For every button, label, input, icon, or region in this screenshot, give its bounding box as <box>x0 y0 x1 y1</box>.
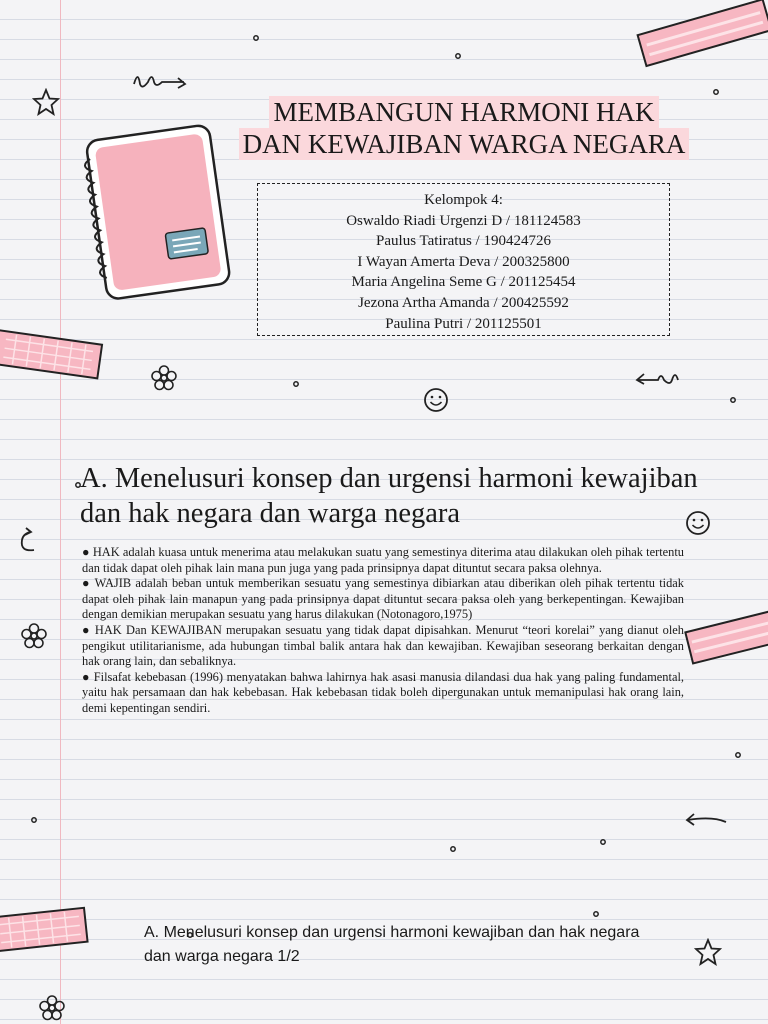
group-label: Kelompok 4: <box>424 192 503 208</box>
title-line-1: MEMBANGUN HARMONI HAK <box>269 96 658 128</box>
section-heading: A. Menelusuri konsep dan urgensi harmoni kewajiban dan hak negara dan warga negara <box>80 463 698 529</box>
page-caption: A. Menelusuri konsep dan urgensi harmoni kewajiban dan hak negara dan warga negara 1/2 <box>144 924 640 965</box>
member-item: Maria Angelina Seme G / 201125454 <box>351 274 576 291</box>
member-item: Paulus Tatiratus / 190424726 <box>376 233 551 250</box>
title-line-2: DAN KEWAJIBAN WARGA NEGARA <box>239 128 690 160</box>
paragraph-hak-dan-kewajiban: ● HAK Dan KEWAJIBAN merupakan sesuatu yang tidak dapat dipisahkan. Menurut “teori korelai” yang dianut oleh pengikut utilitarianisme, ada hubungan timbal balik antara hak dan kewajiban. Kewajiban seseorang berkaitan dengan hak orang lain, dan sebaliknya. <box>82 622 684 669</box>
group-members-box <box>257 183 670 336</box>
body-text <box>82 545 684 717</box>
member-item: Jezona Artha Amanda / 200425592 <box>358 294 569 311</box>
member-item: I Wayan Amerta Deva / 200325800 <box>357 253 570 270</box>
paragraph-filsafat-kebebasan: ● Filsafat kebebasan (1996) menyatakan bahwa lahirnya hak asasi manusia dilandasi dua hak yang paling fundamental, yaitu hak persamaan dan hak kebebasan. Hak kebebasan tidak boleh dipergunakan untuk memanipulasi hak orang lain, demi kepentingan sendiri. <box>82 669 684 715</box>
member-item: Oswaldo Riadi Urgenzi D / 181124583 <box>346 212 581 229</box>
paragraph-hak: ● HAK adalah kuasa untuk menerima atau melakukan suatu yang semestinya diterima atau dilakukan oleh pihak tertentu dan tidak dapat oleh pihak lain mana pun juga yang pada prinsipnya dapat dituntut secara paksa olehnya. <box>82 545 684 575</box>
page-title <box>214 96 714 160</box>
paragraph-wajib: ● WAJIB adalah beban untuk memberikan sesuatu yang semestinya dibiarkan atau diberikan oleh pihak tertentu tidak dapat oleh pihak lain manapun yang pada prinsipnya dapat dituntut secara paksa oleh yang berkepentingan. Kewajiban dengan demikian merupakan sesuatu yang harus dilakukan (Notonagoro,1975) <box>82 576 684 622</box>
member-item: Paulina Putri / 201125501 <box>385 315 542 332</box>
